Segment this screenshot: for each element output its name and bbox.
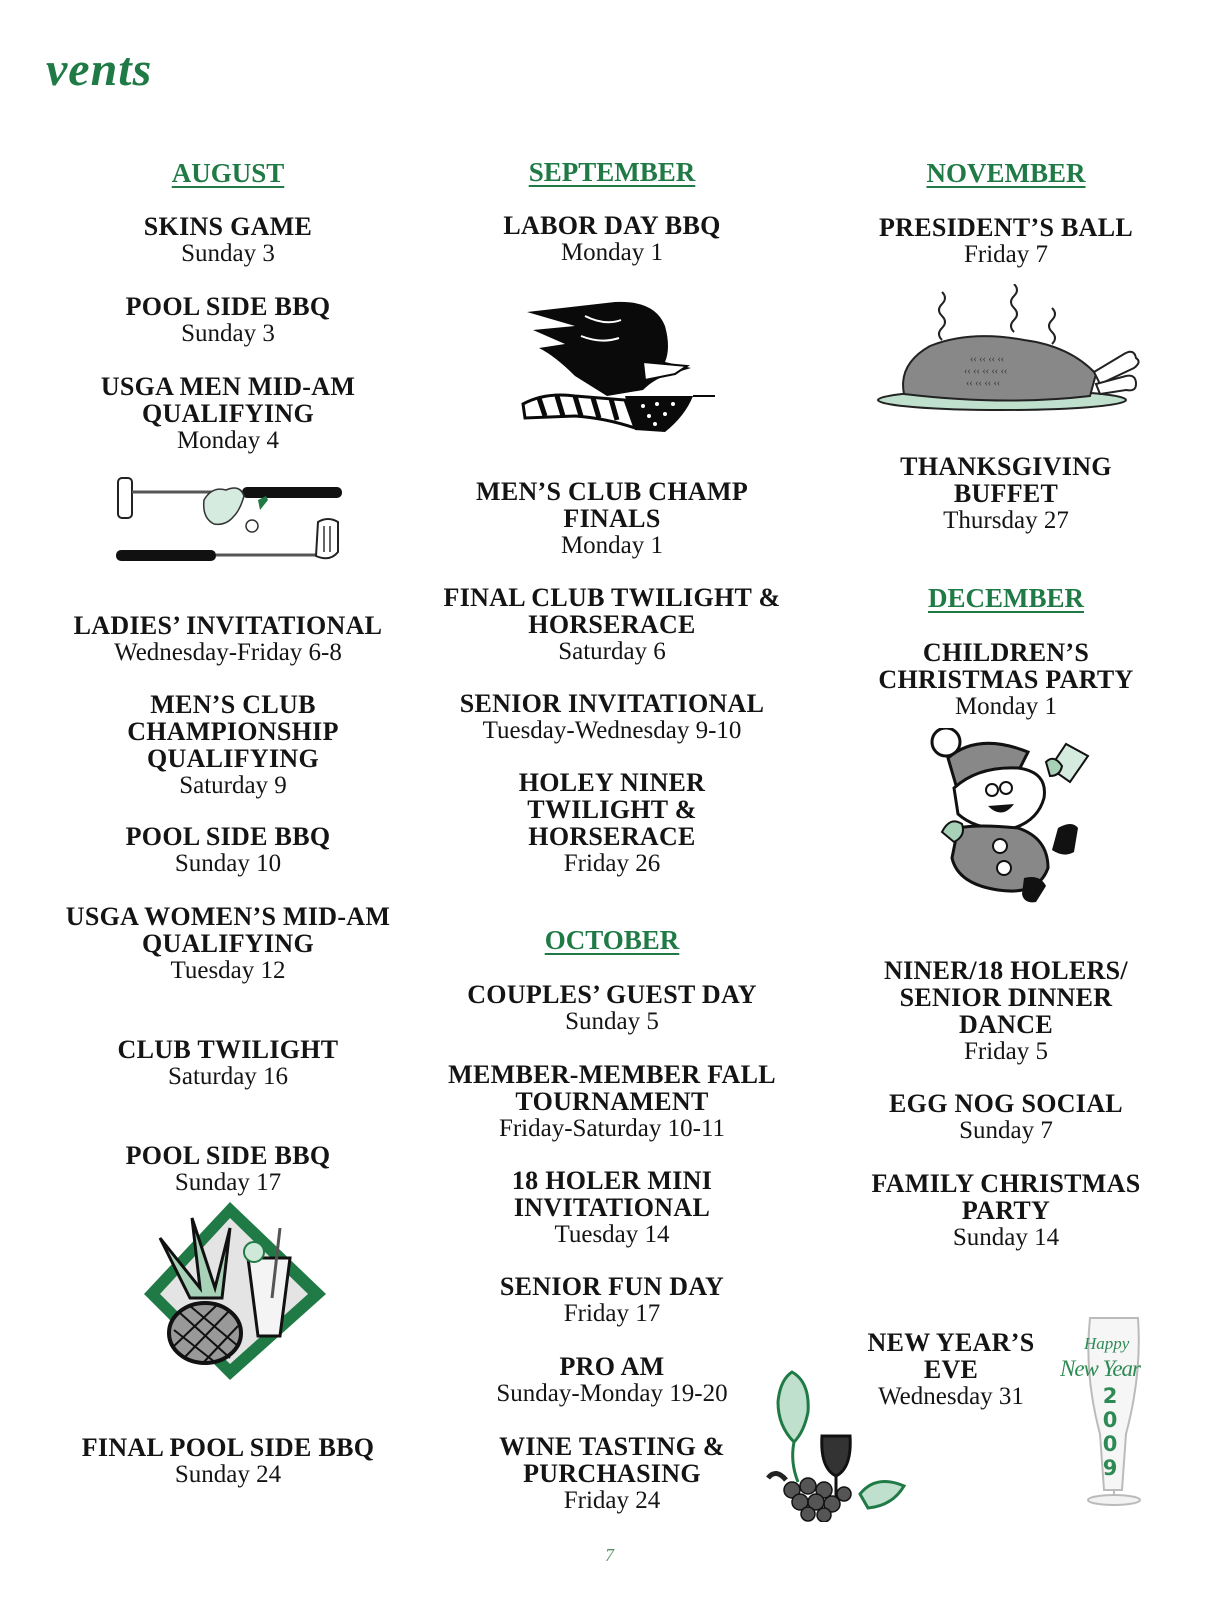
- event-date: Sunday 5: [565, 1008, 659, 1035]
- steam-icon: [939, 284, 1055, 344]
- event-title: HOLEY NINER TWILIGHT & HORSERACE: [518, 768, 706, 851]
- event-title: WINE TASTING & PURCHASING: [499, 1432, 725, 1488]
- event-title: LADIES’ INVITATIONAL: [73, 611, 383, 640]
- event-item: [432, 690, 792, 745]
- month-heading-august: AUGUST: [171, 158, 285, 188]
- event-item: [442, 584, 782, 666]
- event-title: LABOR DAY BBQ: [503, 211, 721, 240]
- event-date: Sunday 14: [952, 1224, 1060, 1251]
- month-heading-december: DECEMBER: [927, 583, 1084, 613]
- event-item: [432, 212, 792, 267]
- event-date: Monday 1: [560, 532, 664, 559]
- svg-text:‹‹ ‹‹ ‹‹ ‹‹: ‹‹ ‹‹ ‹‹ ‹‹: [970, 354, 1005, 365]
- event-item: [432, 1273, 792, 1328]
- golf-clubs-illustration: [112, 470, 348, 570]
- event-item: [48, 823, 408, 878]
- event-item: [432, 1353, 792, 1408]
- event-date: Sunday 10: [174, 850, 282, 877]
- event-title: COUPLES’ GUEST DAY: [467, 980, 757, 1009]
- event-date: Friday 24: [563, 1487, 661, 1514]
- iron-club-icon: [116, 519, 338, 561]
- event-item: [432, 981, 792, 1036]
- event-item: [48, 1142, 408, 1197]
- event-date: Friday 26: [563, 850, 661, 877]
- event-title: THANKSGIVING BUFFET: [900, 452, 1112, 508]
- event-date: Sunday-Monday 19-20: [496, 1380, 728, 1407]
- glass-text-happy: Happy: [1084, 1334, 1130, 1353]
- event-date: Friday 17: [563, 1300, 661, 1327]
- event-title: SENIOR INVITATIONAL: [459, 689, 765, 718]
- svg-text:‹‹ ‹‹ ‹‹ ‹‹ ‹‹: ‹‹ ‹‹ ‹‹ ‹‹ ‹‹: [964, 366, 1008, 377]
- event-title: MEN’S CLUB CHAMPIONSHIP QUALIFYING: [127, 690, 339, 773]
- event-item: [502, 769, 722, 878]
- event-date: Saturday 16: [167, 1063, 289, 1090]
- event-title: NINER/18 HOLERS/ SENIOR DINNER DANCE: [884, 956, 1128, 1039]
- event-item: [856, 1170, 1156, 1252]
- event-title: PRESIDENT’S BALL: [878, 213, 1134, 242]
- golf-glove-icon: [204, 488, 244, 524]
- event-title: SENIOR FUN DAY: [499, 1272, 725, 1301]
- event-title: 18 HOLER MINI INVITATIONAL: [511, 1166, 713, 1222]
- event-item: [442, 1061, 782, 1143]
- event-item: [462, 478, 762, 560]
- event-date: Tuesday 14: [554, 1221, 670, 1248]
- golf-ball-icon: [246, 520, 258, 532]
- event-title: PRO AM: [559, 1352, 665, 1381]
- event-item: [846, 1329, 1056, 1411]
- event-title: CLUB TWILIGHT: [117, 1035, 339, 1064]
- svg-text:‹‹ ‹‹ ‹‹ ‹‹: ‹‹ ‹‹ ‹‹ ‹‹: [966, 378, 1001, 389]
- event-title: POOL SIDE BBQ: [125, 292, 331, 321]
- event-date: Sunday 3: [181, 320, 275, 347]
- event-item: [826, 214, 1186, 269]
- event-item: [48, 612, 408, 667]
- event-title: MEMBER-MEMBER FALL TOURNAMENT: [448, 1060, 776, 1116]
- event-item: [886, 453, 1126, 535]
- event-date: Friday 7: [963, 241, 1049, 268]
- santa-illustration: [918, 728, 1100, 910]
- golf-tee-icon: [258, 496, 268, 510]
- column-september-october: [432, 0, 792, 1600]
- event-title: USGA MEN MID-AM QUALIFYING: [100, 372, 356, 428]
- event-date: Wednesday 31: [878, 1383, 1024, 1410]
- event-date: Sunday 17: [174, 1169, 282, 1196]
- event-item: [856, 639, 1156, 721]
- event-item: [48, 293, 408, 348]
- event-title: FINAL POOL SIDE BBQ: [81, 1433, 375, 1462]
- event-title: EGG NOG SOCIAL: [889, 1089, 1123, 1118]
- event-title: POOL SIDE BBQ: [125, 1141, 331, 1170]
- event-date: Friday 5: [963, 1038, 1049, 1065]
- event-title: SKINS GAME: [143, 212, 313, 241]
- event-date: Saturday 9: [179, 772, 287, 799]
- event-date: Sunday 3: [181, 240, 275, 267]
- event-date: Monday 1: [560, 239, 664, 266]
- event-date: Sunday 7: [959, 1117, 1053, 1144]
- month-heading-september: SEPTEMBER: [528, 157, 696, 187]
- pineapple-drink-illustration: [130, 1198, 330, 1383]
- month-heading-october: OCTOBER: [544, 925, 680, 955]
- month-heading-november: NOVEMBER: [926, 158, 1086, 188]
- event-date: Friday-Saturday 10-11: [498, 1115, 726, 1142]
- event-item: [48, 213, 408, 268]
- event-title: FINAL CLUB TWILIGHT & HORSERACE: [443, 583, 781, 639]
- event-title: CHILDREN’S CHRISTMAS PARTY: [878, 638, 1134, 694]
- event-date: Monday 1: [954, 693, 1058, 720]
- event-date: Monday 4: [176, 427, 280, 454]
- vine-leaf-icon: [778, 1372, 808, 1442]
- page-number: 7: [605, 1545, 614, 1565]
- event-item: [826, 1090, 1186, 1145]
- glass-text-year: 2009: [1102, 1384, 1118, 1480]
- event-date: Wednesday-Friday 6-8: [114, 639, 342, 666]
- event-item: [48, 1036, 408, 1091]
- eagle-icon: [527, 302, 691, 396]
- event-date: Saturday 6: [558, 638, 666, 665]
- event-date: Thursday 27: [943, 507, 1069, 534]
- eagle-flag-illustration: [515, 296, 720, 436]
- event-title: POOL SIDE BBQ: [125, 822, 331, 851]
- event-item: [63, 903, 393, 985]
- turkey-illustration: [874, 284, 1142, 414]
- page-title: vents: [46, 43, 153, 96]
- event-item: [866, 957, 1146, 1066]
- champagne-glass-illustration: [1060, 1314, 1170, 1514]
- event-title: MEN’S CLUB CHAMP FINALS: [475, 477, 748, 533]
- event-title: FAMILY CHRISTMAS PARTY: [871, 1169, 1141, 1225]
- event-item: [492, 1167, 732, 1249]
- event-date: Tuesday-Wednesday 9-10: [482, 717, 742, 744]
- event-item: [98, 691, 368, 800]
- event-item: [482, 1433, 742, 1515]
- event-date: Tuesday 12: [170, 957, 286, 984]
- flag-icon: [523, 395, 715, 432]
- glass-text-new-year: New Year: [1060, 1356, 1140, 1381]
- event-title: NEW YEAR’S EVE: [867, 1328, 1035, 1384]
- event-title: USGA WOMEN’S MID-AM QUALIFYING: [65, 902, 391, 958]
- event-item: [88, 373, 368, 455]
- drumstick-icon: [1094, 352, 1139, 394]
- event-date: Sunday 24: [174, 1461, 282, 1488]
- event-item: [48, 1434, 408, 1489]
